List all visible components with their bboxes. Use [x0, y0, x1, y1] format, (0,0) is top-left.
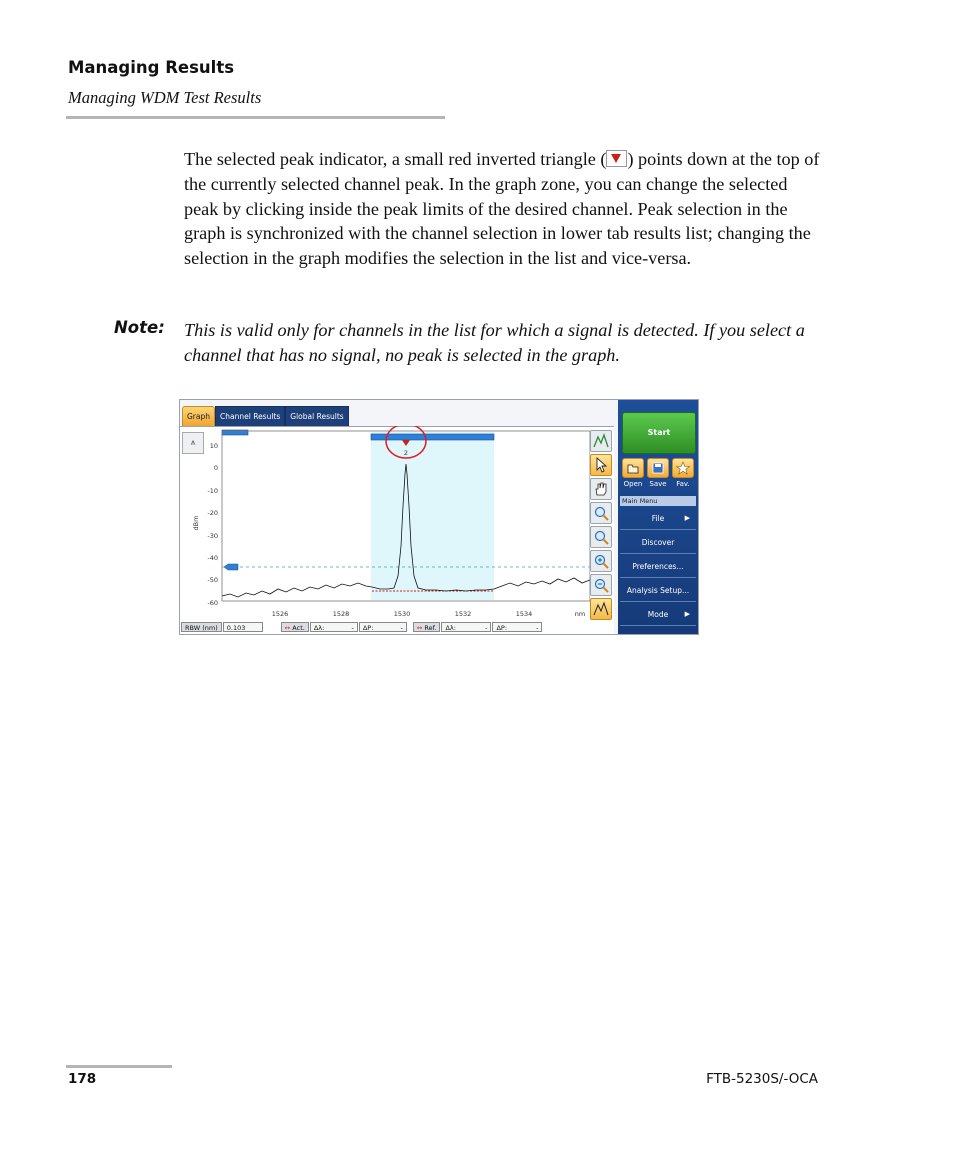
result-tabs [182, 406, 349, 426]
menu-item-label: Mode [647, 610, 669, 619]
x-tick: 1528 [332, 610, 350, 618]
footer-rule [66, 1065, 172, 1068]
oca-graph-screenshot [179, 399, 699, 635]
body-paragraph [184, 147, 824, 271]
menu-item-analysis-setup[interactable]: Analysis Setup... [620, 579, 696, 602]
menu-item-mode[interactable] [620, 603, 696, 626]
ref-delta-lambda-value: - [485, 624, 488, 632]
right-control-panel [618, 400, 699, 635]
act-delta-lambda-label: Δλ: [313, 624, 325, 632]
note-label: Note: [114, 318, 165, 337]
act-marker-button[interactable]: ↔ Act. [281, 622, 309, 632]
header-rule [66, 116, 445, 119]
chevron-right-icon: ▶ [684, 514, 690, 522]
body-text-start: The selected peak indicator, a small red inverted triangle ( [184, 149, 607, 169]
tab-channel-results[interactable]: Channel Results [215, 406, 285, 427]
red-triangle-icon [606, 150, 627, 167]
ref-marker-button[interactable]: ↔ Ref. [413, 622, 441, 632]
zoom-icon[interactable] [590, 526, 612, 548]
ref-delta-p [492, 622, 542, 632]
zoom-area-icon[interactable] [590, 502, 612, 524]
rbw-label: RBW (nm) [181, 622, 222, 632]
tab-graph[interactable]: Graph [182, 406, 215, 427]
start-button[interactable]: Start [622, 412, 696, 454]
y-axis-label: dBm [192, 515, 200, 531]
act-delta-p-value: - [400, 624, 403, 632]
chevron-right-icon: ▶ [684, 610, 690, 618]
main-menu-title: Main Menu [620, 496, 696, 506]
x-tick: 1526 [271, 610, 289, 618]
selected-channel-band [371, 432, 494, 600]
menu-item-label: File [651, 514, 665, 523]
y-tick: 10 [209, 442, 218, 450]
spectrum-graph[interactable] [180, 426, 590, 620]
act-label: Act. [292, 624, 305, 632]
ref-delta-lambda [441, 622, 491, 632]
section-title: Managing Results [68, 58, 235, 77]
pointer-icon[interactable] [590, 454, 612, 476]
zoom-out-icon[interactable] [590, 574, 612, 596]
markers-icon[interactable] [590, 598, 612, 620]
y-tick: -10 [207, 487, 218, 495]
body-text-end: ) points down at the top of the currently selected channel peak. In the graph zone, you can change the selected peak by clicking inside the peak limits of the desired channel. Peak selection in the graph is synchronized with the channel selection in lower tab results list; changing the selection in the graph modifies the selection in the list and vice-versa. [184, 149, 820, 269]
marker-info-bar [180, 620, 614, 634]
ref-delta-lambda-label: Δλ: [445, 624, 456, 632]
page-number: 178 [68, 1071, 97, 1087]
act-delta-lambda [310, 622, 358, 632]
rbw-value: 0.103 [223, 622, 263, 632]
x-unit: nm [574, 610, 586, 618]
full-view-icon[interactable] [590, 430, 612, 452]
menu-item-discover[interactable]: Discover [620, 531, 696, 554]
peak-icon[interactable]: ⩚ [182, 432, 204, 454]
fav-label: Fav. [676, 480, 690, 488]
peak-label: 2 [403, 449, 409, 457]
graph-toolbar [590, 430, 614, 622]
threshold-handle [224, 564, 238, 570]
open-folder-icon[interactable] [622, 458, 644, 478]
ref-delta-p-label: ΔP: [496, 624, 508, 632]
save-disk-icon[interactable] [647, 458, 669, 478]
open-label: Open [623, 480, 643, 488]
save-label: Save [649, 480, 667, 488]
subsection-title: Managing WDM Test Results [68, 88, 262, 107]
tab-global-results[interactable]: Global Results [285, 406, 348, 427]
channel-bar-selected [371, 434, 494, 440]
x-tick: 1530 [393, 610, 411, 618]
menu-item-file[interactable] [620, 507, 696, 530]
act-delta-p-label: ΔP: [362, 624, 374, 632]
ref-label: Ref. [424, 624, 437, 632]
y-tick: -50 [207, 576, 218, 584]
document-id: FTB-5230S/-OCA [706, 1071, 818, 1087]
y-tick: -60 [207, 599, 218, 607]
zoom-in-icon[interactable] [590, 550, 612, 572]
ref-delta-p-value: - [536, 624, 539, 632]
favorite-star-icon[interactable] [672, 458, 694, 478]
y-tick: -40 [207, 554, 218, 562]
note-text: This is valid only for channels in the list for which a signal is detected. If you select a channel that has no signal, no peak is selected in the graph. [184, 320, 805, 365]
y-tick: -30 [207, 532, 218, 540]
y-tick: 0 [213, 464, 218, 472]
x-tick: 1532 [454, 610, 472, 618]
act-delta-p [359, 622, 407, 632]
x-tick: 1534 [515, 610, 533, 618]
y-tick: -20 [207, 509, 218, 517]
pan-hand-icon[interactable] [590, 478, 612, 500]
menu-item-preferences[interactable]: Preferences... [620, 555, 696, 578]
act-delta-lambda-value: - [351, 624, 354, 632]
